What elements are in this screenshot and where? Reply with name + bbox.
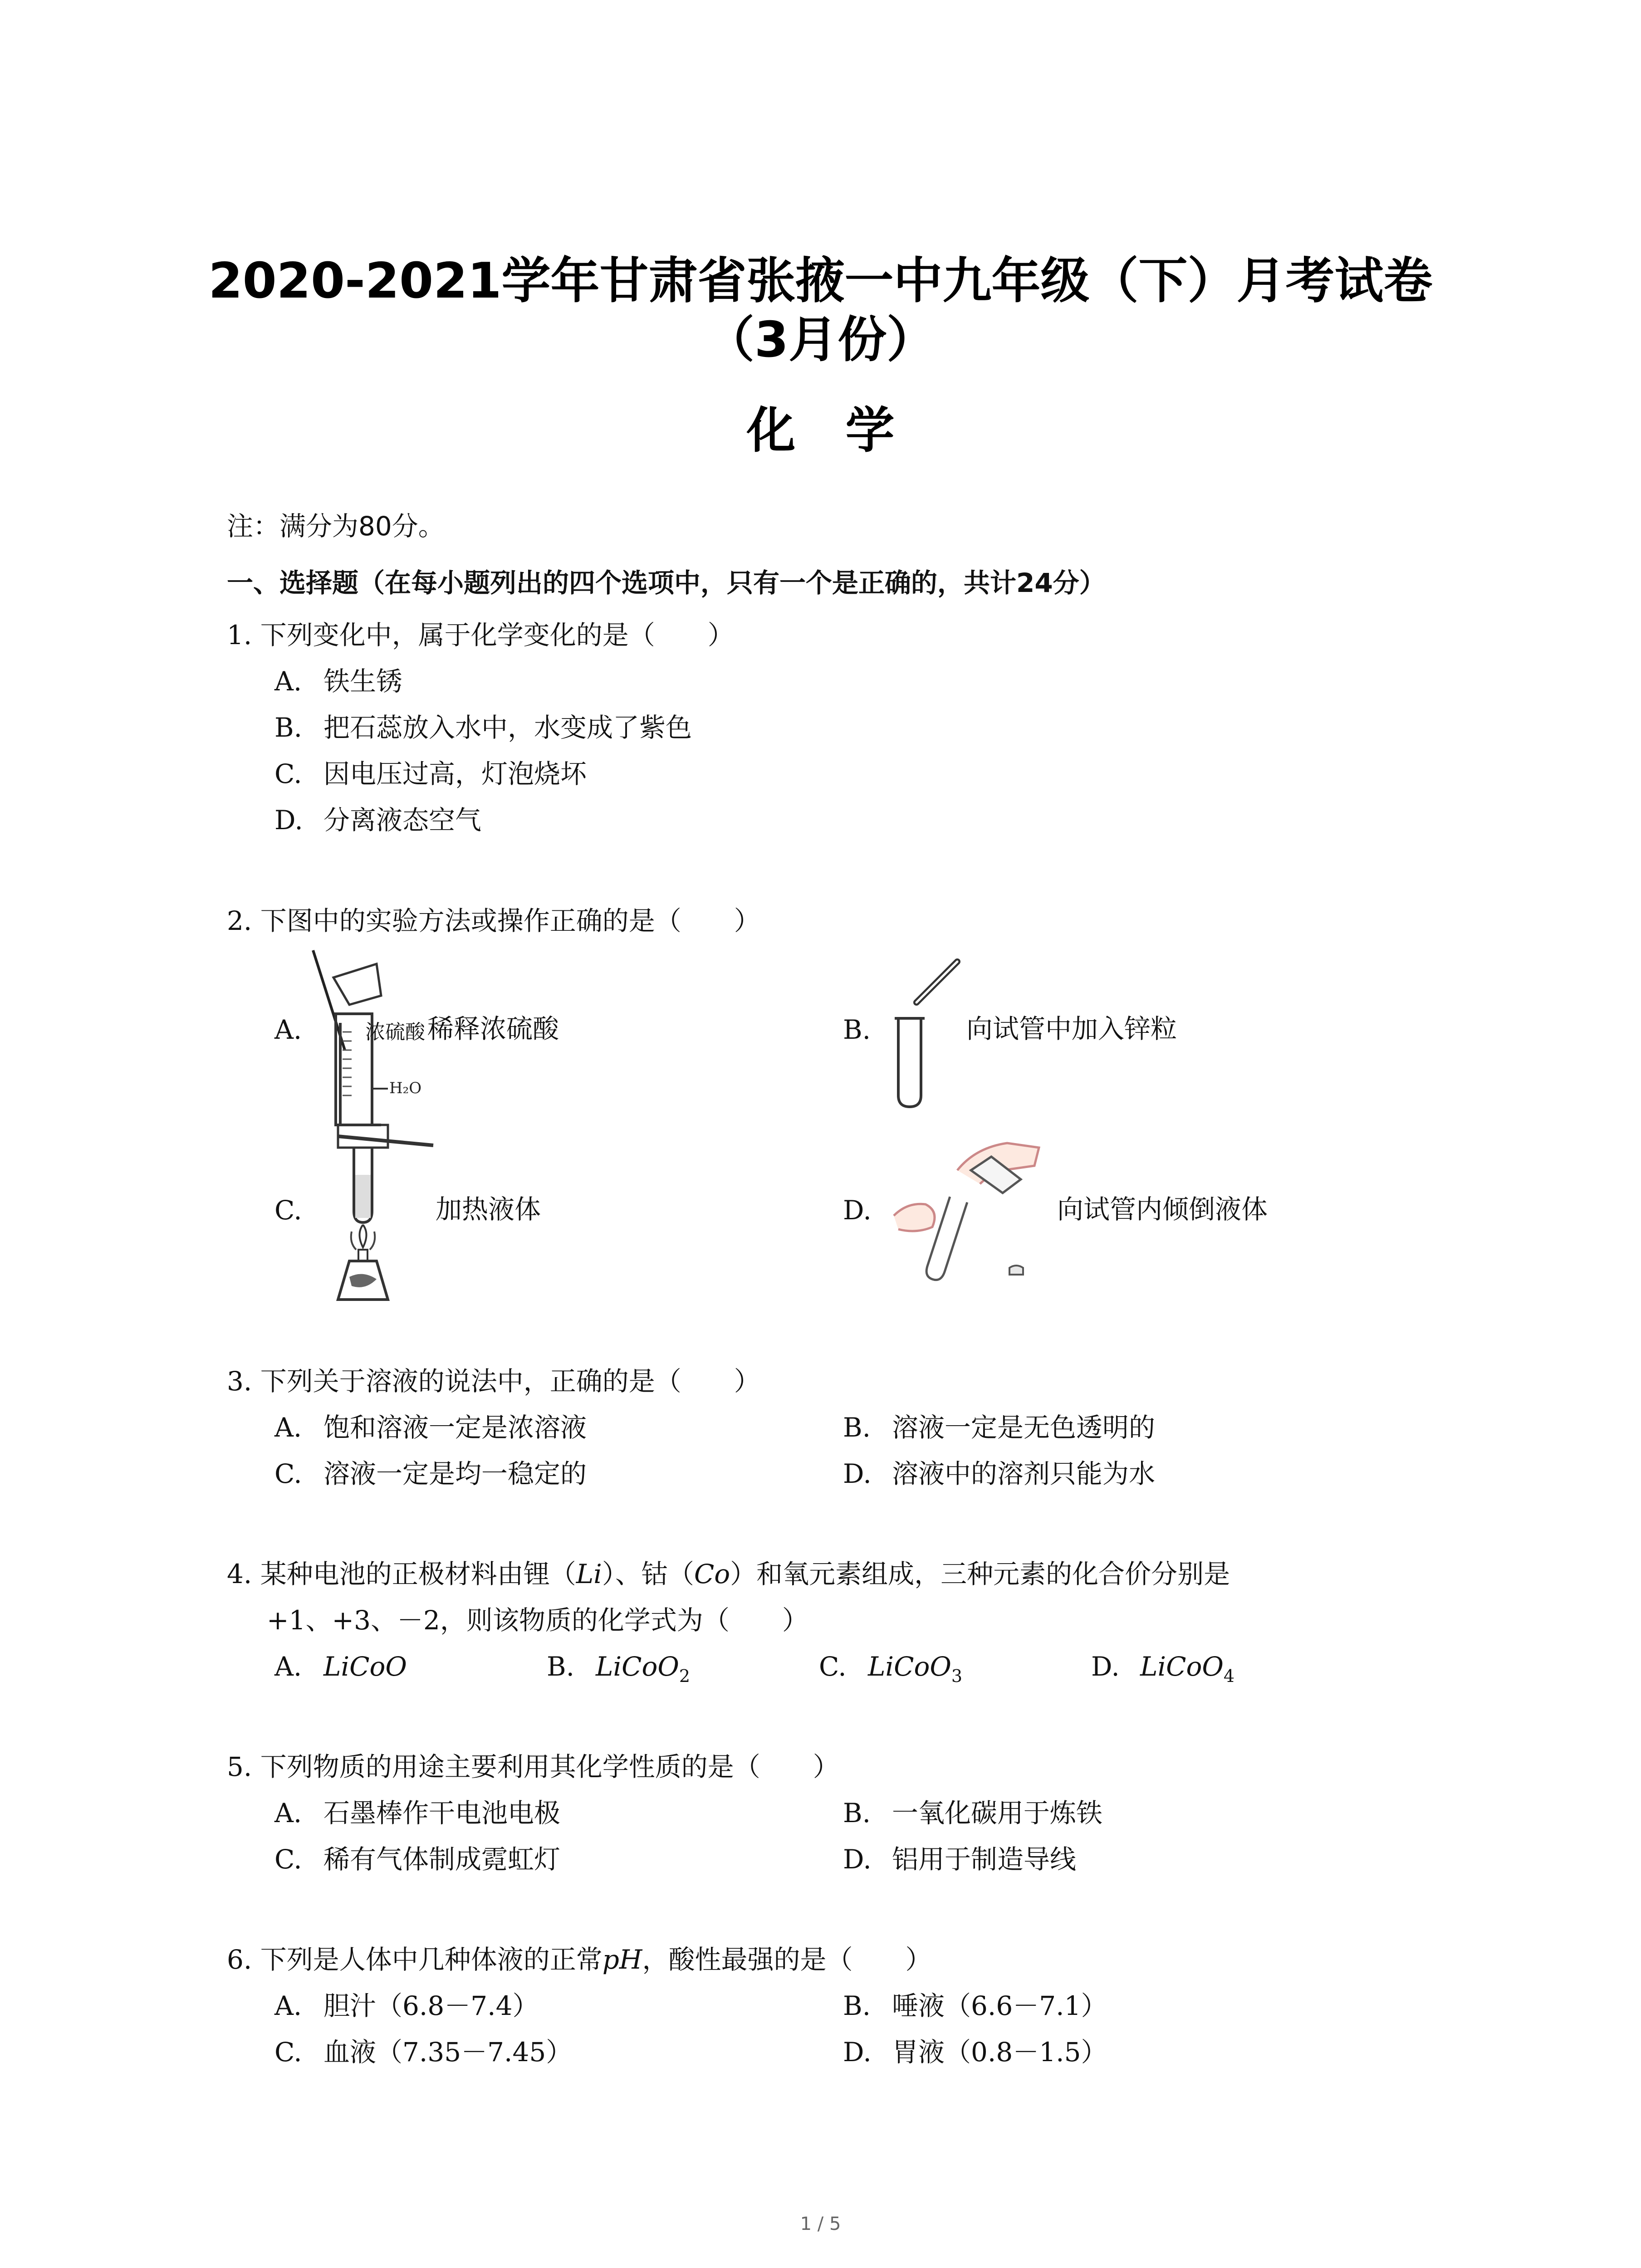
option-letter: B. [547, 1651, 575, 1682]
score-note: 注：满分为80分。 [227, 511, 445, 542]
question-6-option-a [274, 1988, 539, 2024]
question-3-stem: 3. 下列关于溶液的说法中，正确的是（ ） [227, 1366, 760, 1397]
question-5-option-b [843, 1795, 1102, 1831]
option-text: 溶液一定是均一稳定的 [323, 1458, 587, 1489]
question-4-option-d [1091, 1648, 1234, 1685]
option-text: 分离液态空气 [323, 805, 482, 836]
question-2-option-b-text: 向试管中加入锌粒 [966, 1013, 1177, 1044]
option-formula: LiCoO [1140, 1651, 1224, 1682]
option-letter: B. [843, 1412, 871, 1443]
question-2-option-d-letter: D. [843, 1195, 872, 1226]
question-2-option-c-letter: C. [274, 1195, 302, 1226]
option-letter: C. [274, 1458, 302, 1489]
question-3-option-d [843, 1456, 1155, 1492]
option-text: 一氧化碳用于炼铁 [892, 1798, 1103, 1828]
option-letter: D. [843, 1458, 872, 1489]
option-text: 稀有气体制成霓虹灯 [323, 1844, 561, 1875]
question-5-option-d [843, 1841, 1076, 1877]
formula-co: Co [694, 1559, 730, 1589]
option-letter: A. [274, 666, 302, 697]
page-title-month: （3月份） [705, 312, 936, 368]
question-4-option-a [274, 1648, 407, 1685]
water-label: H₂O [389, 1079, 422, 1097]
question-4-option-b [547, 1648, 690, 1685]
option-text: 饱和溶液一定是浓溶液 [323, 1412, 587, 1443]
option-text: 因电压过高，灯泡烧坏 [323, 758, 587, 789]
question-2-stem: 2. 下图中的实验方法或操作正确的是（ ） [227, 905, 760, 936]
option-letter: D. [1091, 1651, 1120, 1682]
option-text: 胃液（0.8－1.5） [892, 2037, 1107, 2068]
formula-li: Li [576, 1559, 602, 1589]
option-letter: C. [274, 2037, 302, 2068]
formula-subscript: 3 [951, 1666, 963, 1686]
question-5-option-a [274, 1795, 560, 1831]
option-formula: LiCoO [323, 1651, 407, 1682]
question-4-stem [227, 1556, 1230, 1592]
question-2-option-b-letter: B. [843, 1014, 871, 1045]
option-letter: A. [274, 1651, 302, 1682]
question-2-option-c-text: 加热液体 [436, 1194, 541, 1225]
option-letter: C. [274, 758, 302, 789]
question-1-option-b [274, 709, 692, 746]
test-tube-zinc-figure [889, 957, 962, 1111]
option-text: 唾液（6.6－7.1） [892, 1990, 1107, 2021]
question-6-option-b [843, 1988, 1107, 2024]
section-heading: 一、选择题（在每小题列出的四个选项中，只有一个是正确的，共计24分） [227, 567, 1106, 598]
question-5-option-c [274, 1841, 560, 1877]
option-letter: B. [843, 1798, 871, 1828]
option-letter: D. [843, 2037, 872, 2068]
question-6-stem [227, 1941, 932, 1978]
formula-subscript: 4 [1223, 1666, 1235, 1686]
option-letter: B. [274, 712, 303, 743]
question-4-stem-line2: +1、+3、－2，则该物质的化学式为（ ） [267, 1605, 808, 1636]
question-6-option-d [843, 2034, 1107, 2070]
option-letter: A. [274, 1990, 302, 2021]
option-letter: A. [274, 1412, 302, 1443]
question-1-option-a [274, 663, 402, 699]
option-letter: B. [843, 1990, 871, 2021]
option-letter: C. [274, 1844, 302, 1875]
option-text: 血液（7.35－7.45） [323, 2037, 573, 2068]
option-letter: D. [274, 805, 303, 836]
stem-part: 4. 某种电池的正极材料由锂（ [227, 1559, 576, 1589]
option-text: 石墨棒作干电池电极 [323, 1798, 561, 1828]
heating-liquid-figure [320, 1120, 438, 1311]
option-text: 把石蕊放入水中，水变成了紫色 [323, 712, 692, 743]
option-text: 铁生锈 [323, 666, 403, 697]
question-2-option-a-letter: A. [274, 1014, 302, 1045]
option-formula: LiCoO [868, 1651, 951, 1682]
formula-ph: pH [602, 1944, 642, 1975]
page-number: 1 / 5 [800, 2214, 841, 2234]
option-letter: A. [274, 1798, 302, 1828]
option-formula: LiCoO [596, 1651, 679, 1682]
question-5-stem: 5. 下列物质的用途主要利用其化学性质的是（ ） [227, 1751, 839, 1782]
question-6-option-c [274, 2034, 572, 2070]
option-text: 铝用于制造导线 [892, 1844, 1077, 1875]
option-text: 溶液中的溶剂只能为水 [892, 1458, 1156, 1489]
option-text: 溶液一定是无色透明的 [892, 1412, 1156, 1443]
option-letter: C. [819, 1651, 847, 1682]
pouring-liquid-figure [889, 1139, 1062, 1293]
acid-label: 浓硫酸 [365, 1021, 425, 1044]
question-1-option-c [274, 756, 587, 792]
stem-part: ，酸性最强的是（ ） [642, 1944, 932, 1975]
question-3-option-c [274, 1456, 587, 1492]
formula-subscript: 2 [679, 1666, 691, 1686]
stem-part: ）和氧元素组成，三种元素的化合价分别是 [730, 1559, 1230, 1589]
subject-title: 化学 [746, 402, 945, 459]
page-title: 2020-2021学年甘肃省张掖一中九年级（下）月考试卷 [208, 253, 1433, 309]
option-letter: D. [843, 1844, 872, 1875]
question-2-option-a-text: 稀释浓硫酸 [427, 1013, 559, 1044]
question-1-stem: 1. 下列变化中，属于化学变化的是（ ） [227, 620, 734, 650]
option-text: 胆汁（6.8－7.4） [323, 1990, 539, 2021]
question-1-option-d [274, 802, 481, 838]
stem-part: ）、钴（ [602, 1559, 694, 1589]
stem-part: 6. 下列是人体中几种体液的正常 [227, 1944, 603, 1975]
question-3-option-b [843, 1409, 1155, 1446]
question-4-option-c [819, 1648, 962, 1685]
question-3-option-a [274, 1409, 587, 1446]
question-2-option-d-text: 向试管内倾倒液体 [1057, 1194, 1268, 1225]
